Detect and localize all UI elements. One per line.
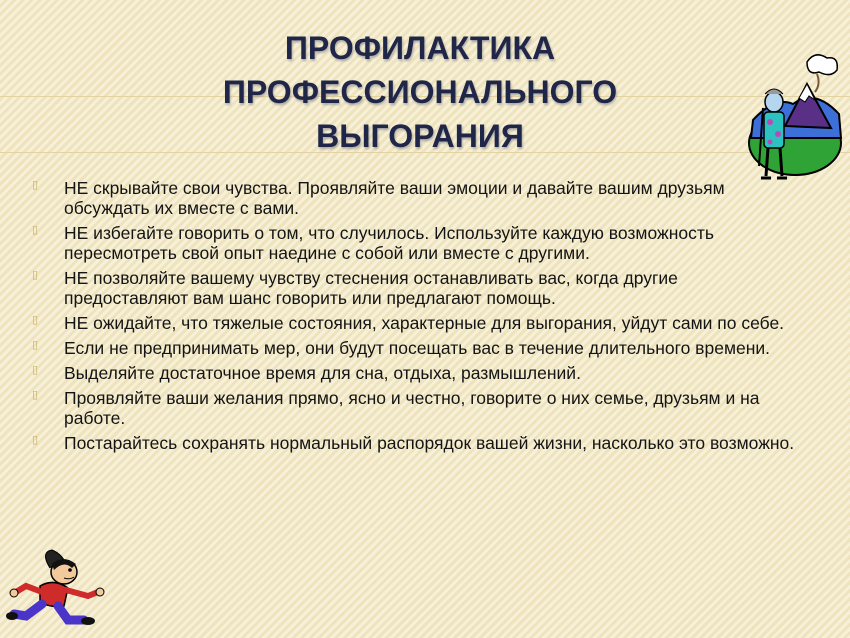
bullet-marker: ▯ — [32, 224, 39, 236]
list-item — [30, 338, 800, 358]
list-item — [30, 313, 800, 333]
item-text: НЕ ожидайте, что тяжелые состояния, характерные для выгорания, уйдут сами по себе. — [64, 313, 785, 333]
bullet-marker: ▯ — [32, 434, 39, 446]
bullet-marker: ▯ — [32, 339, 39, 351]
item-text: Постарайтесь сохранять нормальный распорядок вашей жизни, насколько это возможно. — [64, 433, 795, 453]
bullet-marker: ▯ — [32, 364, 39, 376]
list-item — [30, 268, 800, 308]
list-item — [30, 433, 800, 453]
list-item — [30, 178, 800, 218]
item-text: Выделяйте достаточное время для сна, отдыха, размышлений. — [64, 363, 581, 383]
list-item — [30, 223, 800, 263]
list-item — [30, 363, 800, 383]
exhausted-hiker-clipart — [745, 48, 845, 188]
title-line-1: ПРОФИЛАКТИКА — [284, 30, 556, 66]
list-item — [30, 388, 800, 428]
title-line-2: ПРОФЕССИОНАЛЬНОГО — [222, 74, 618, 110]
item-text: НЕ скрывайте свои чувства. Проявляйте ваши эмоции и давайте вашим друзьям обсуждать их вместе с вами. — [64, 178, 725, 218]
bullet-marker: ▯ — [32, 389, 39, 401]
title-line-3: ВЫГОРАНИЯ — [316, 118, 524, 154]
bullet-marker: ▯ — [32, 314, 39, 326]
bullet-marker: ▯ — [32, 179, 39, 191]
running-man-clipart — [6, 548, 110, 628]
item-text: Если не предпринимать мер, они будут посещать вас в течение длительного времени. — [64, 338, 771, 358]
slide-title — [150, 26, 690, 158]
bullet-marker: ▯ — [32, 269, 39, 281]
item-text: НЕ позволяйте вашему чувству стеснения останавливать вас, когда другие предоставляют вам шанс говорить или предлагают помощь. — [64, 268, 678, 308]
item-text: Проявляйте ваши желания прямо, ясно и честно, говорите о них семье, друзьям и на работе. — [64, 388, 760, 428]
item-text: НЕ избегайте говорить о том, что случилось. Используйте каждую возможность пересмотреть свой опыт наедине с собой или вместе с другими. — [64, 223, 714, 263]
bullet-list — [30, 178, 800, 458]
